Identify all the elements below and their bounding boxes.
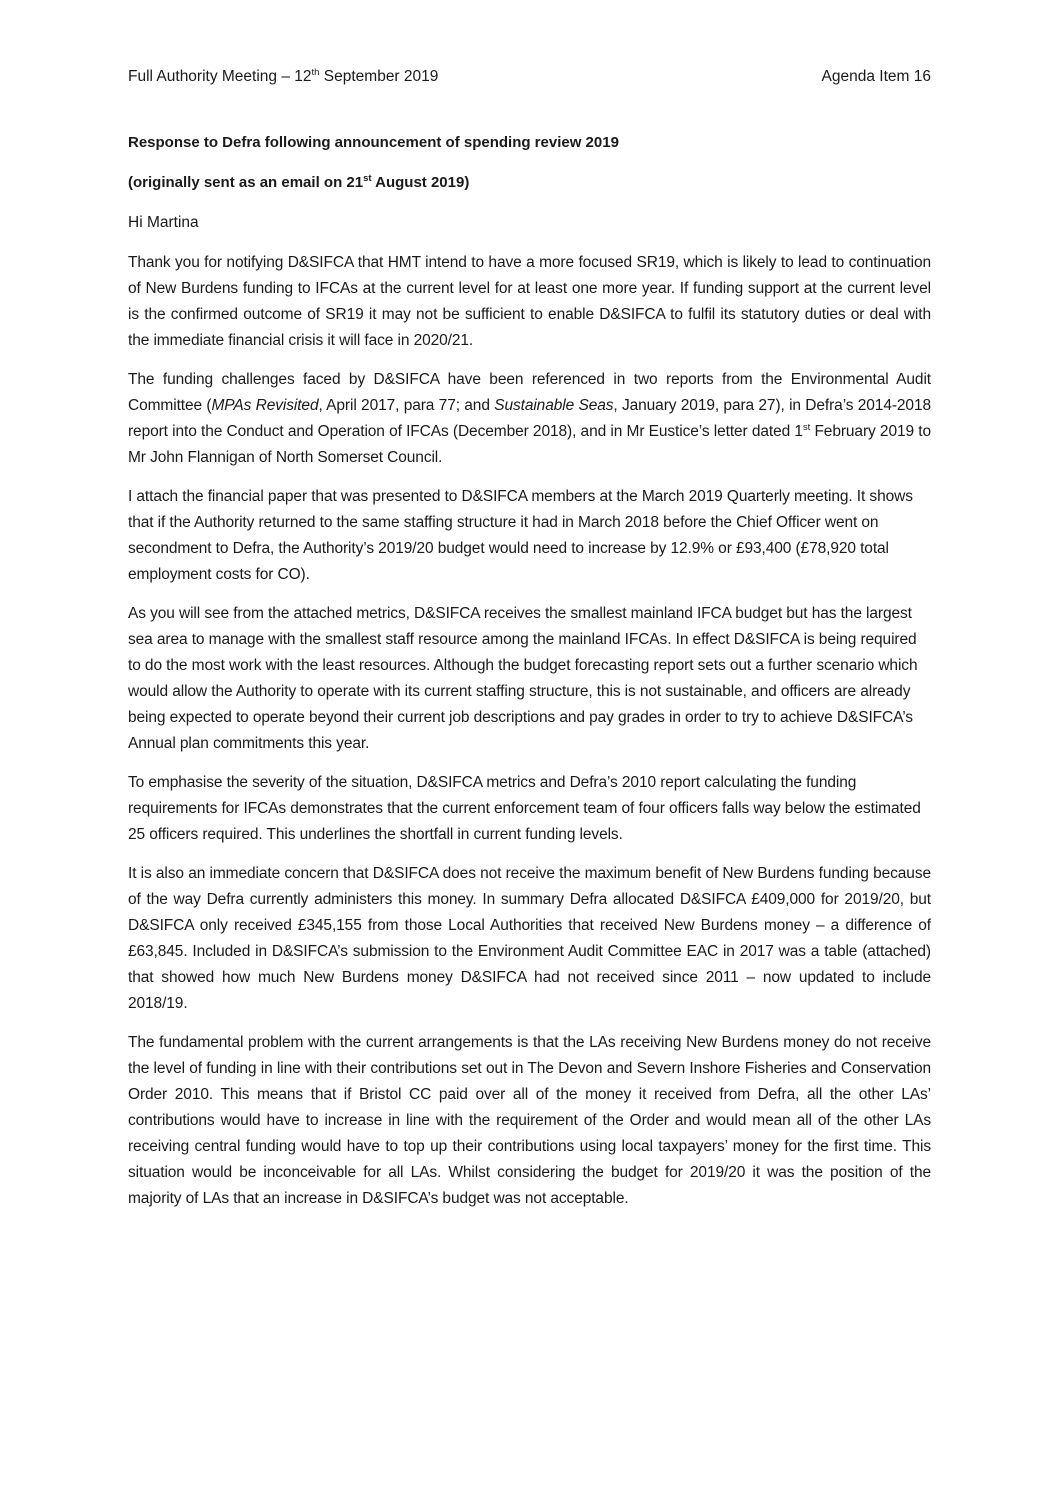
paragraph-2	[128, 367, 931, 471]
subtitle-suffix: August 2019)	[371, 174, 470, 191]
paragraph-2-italic-1: MPAs Revisited	[211, 397, 319, 414]
meeting-title	[128, 66, 438, 88]
paragraph-2-part-b: , April 2017, para 77; and	[318, 397, 495, 414]
paragraph-2-ordinal: st	[802, 422, 811, 433]
document-body	[128, 130, 931, 1225]
greeting: Hi Martina	[128, 214, 199, 231]
paragraph-2-part-a: The funding challenges faced by D&SIFCA have been referenced in two reports from the Environmental Audit Committee (	[128, 371, 931, 414]
subtitle-ordinal: st	[363, 173, 372, 184]
document-title: Response to Defra following announcement of spending review 2019	[128, 134, 619, 151]
agenda-item: Agenda Item 16	[821, 68, 931, 85]
meeting-date-ordinal: th	[311, 67, 320, 78]
paragraph-4: As you will see from the attached metrics, D&SIFCA receives the smallest mainland IFCA budget but has the largest sea area to manage with the smallest staff resource among the mainland IFCAs. In effect D&SIFCA is being required to do the most work with the least resources. Although the budget forecasting report sets out a further scenario which would allow the Authority to operate with its current staffing structure, this is not sustainable, and officers are already being expected to operate beyond their current job descriptions and pay grades in order to try to achieve D&SIFCA’s Annual plan commitments this year.	[128, 605, 918, 752]
meeting-title-suffix: September 2019	[319, 68, 439, 85]
meeting-title-prefix: Full Authority Meeting – 12	[128, 68, 312, 85]
paragraph-2-italic-2: Sustainable Seas	[494, 397, 614, 414]
paragraph-6: It is also an immediate concern that D&SIFCA does not receive the maximum benefit of New Burdens funding because of the way Defra currently administers this money. In summary Defra allocated D&SIFCA £409,000 for 2019/20, but D&SIFCA only received £345,155 from those Local Authorities that received New Burdens money – a difference of £63,845. Included in D&SIFCA’s submission to the Environment Audit Committee EAC in 2017 was a table (attached) that showed how much New Burdens money D&SIFCA had not received since 2011 – now updated to include 2018/19.	[128, 865, 931, 1012]
page-header	[128, 66, 931, 90]
paragraph-5: To emphasise the severity of the situation, D&SIFCA metrics and Defra’s 2010 report calculating the funding requirements for IFCAs demonstrates that the current enforcement team of four officers falls way below the estimated 25 officers required. This underlines the shortfall in current funding levels.	[128, 774, 921, 843]
document-subtitle	[128, 170, 931, 196]
subtitle-prefix: (originally sent as an email on 21	[128, 174, 364, 191]
paragraph-1: Thank you for notifying D&SIFCA that HMT intend to have a more focused SR19, which is likely to lead to continuation of New Burdens funding to IFCAs at the current level for at least one more year. If funding support at the current level is the confirmed outcome of SR19 it may not be sufficient to enable D&SIFCA to fulfil its statutory duties or deal with the immediate financial crisis it will face in 2020/21.	[128, 254, 931, 349]
paragraph-2-part-d: February 2019 to Mr John Flannigan of North Somerset Council.	[128, 423, 932, 466]
paragraph-7: The fundamental problem with the current arrangements is that the LAs receiving New Burdens money do not receive the level of funding in line with their contributions set out in The Devon and Severn Inshore Fisheries and Conservation Order 2010. This means that if Bristol CC paid over all of the money it received from Defra, all the other LAs’ contributions would have to increase in line with the requirement of the Order and would mean all of the other LAs receiving central funding would have to top up their contributions using local taxpayers’ money for the first time. This situation would be inconceivable for all LAs. Whilst considering the budget for 2019/20 it was the position of the majority of LAs that an increase in D&SIFCA’s budget was not acceptable.	[128, 1034, 931, 1207]
paragraph-2-part-c: , January 2019, para 27), in Defra’s 2014-2018 report into the Conduct and Operation of IFCAs (December 2018), and in Mr Eustice’s letter dated 1	[128, 397, 931, 440]
paragraph-3: I attach the financial paper that was presented to D&SIFCA members at the March 2019 Quarterly meeting. It shows that if the Authority returned to the same staffing structure it had in March 2018 before the Chief Officer went on secondment to Defra, the Authority’s 2019/20 budget would need to increase by 12.9% or £93,400 (£78,920 total employment costs for CO).	[128, 488, 913, 583]
